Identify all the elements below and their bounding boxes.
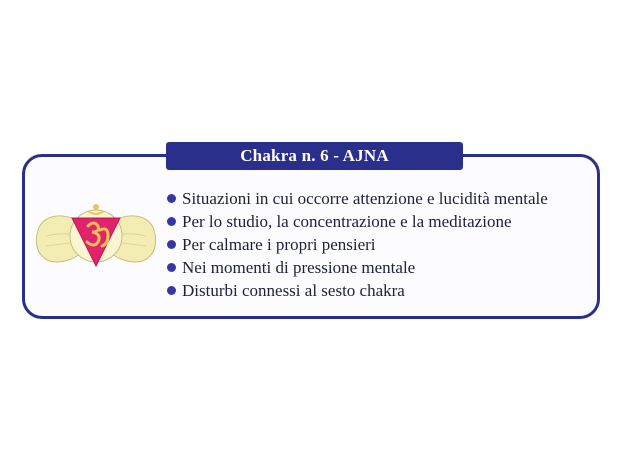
bindu-dot xyxy=(93,204,99,210)
bullet-icon xyxy=(167,263,176,272)
list-item xyxy=(167,279,548,302)
list-item-label: Per lo studio, la concentrazione e la meditazione xyxy=(182,211,512,231)
ajna-chakra-icon xyxy=(34,196,158,280)
list-item xyxy=(167,187,548,210)
benefits-list xyxy=(167,187,548,302)
list-item-label: Per calmare i propri pensieri xyxy=(182,234,376,254)
bullet-icon xyxy=(167,240,176,249)
list-item-label: Situazioni in cui occorre attenzione e lucidità mentale xyxy=(182,188,548,208)
list-item xyxy=(167,256,548,279)
list-item-label: Disturbi connessi al sesto chakra xyxy=(182,280,405,300)
bullet-icon xyxy=(167,286,176,295)
bullet-icon xyxy=(167,217,176,226)
title-bar xyxy=(166,142,463,170)
list-item xyxy=(167,210,548,233)
list-item-label: Nei momenti di pressione mentale xyxy=(182,257,416,277)
list-item xyxy=(167,233,548,256)
page-title: Chakra n. 6 - AJNA xyxy=(240,146,389,165)
bullet-icon xyxy=(167,194,176,203)
